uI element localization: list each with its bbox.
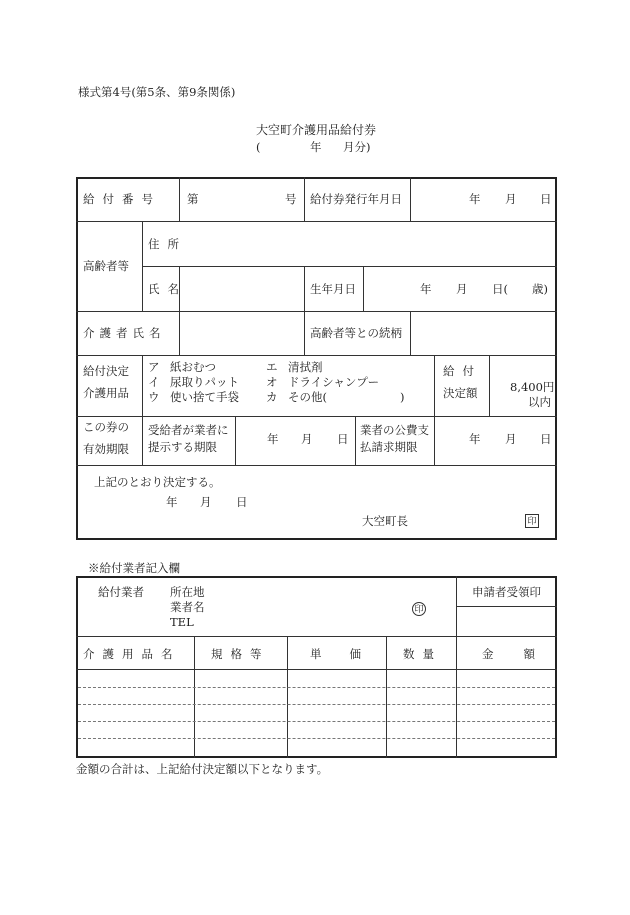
col-header-item: 介護用品名 bbox=[83, 647, 181, 661]
mayor-seal-stamp: 印 bbox=[525, 514, 539, 528]
label-valid-2: 有効期限 bbox=[83, 442, 129, 456]
vendor-seal-stamp: 印 bbox=[412, 602, 426, 616]
dotted-row-line bbox=[78, 704, 555, 705]
label-relation: 高齢者等との続柄 bbox=[310, 326, 402, 340]
col-line bbox=[179, 311, 180, 355]
decision-year: 年 bbox=[166, 495, 178, 509]
item-key-i: イ bbox=[148, 375, 160, 389]
item-key-e: エ bbox=[266, 360, 278, 374]
issue-year: 年 bbox=[469, 192, 481, 206]
item-key-o: オ bbox=[266, 375, 278, 389]
claim-month: 月 bbox=[505, 432, 517, 446]
label-tel: TEL bbox=[170, 615, 194, 629]
label-items-2: 介護用品 bbox=[83, 386, 129, 400]
label-present-1: 受給者が業者に bbox=[148, 423, 229, 437]
label-birthdate: 生年月日 bbox=[310, 282, 356, 296]
issue-day: 日 bbox=[540, 192, 552, 206]
col-line bbox=[235, 416, 236, 465]
item-key-a: ア bbox=[148, 360, 160, 374]
label-caregiver: 介護者氏名 bbox=[83, 326, 166, 340]
label-receipt-seal: 申請者受領印 bbox=[472, 585, 541, 599]
col-line bbox=[434, 355, 435, 416]
period-month: 月分) bbox=[343, 140, 371, 154]
age-label: 歳) bbox=[532, 282, 548, 296]
footer-note: 金額の合計は、上記給付決定額以下となります。 bbox=[76, 762, 329, 776]
benefit-amount-suffix: 以内 bbox=[528, 395, 551, 409]
row-line bbox=[142, 266, 557, 267]
birth-year: 年 bbox=[420, 282, 432, 296]
col-line bbox=[410, 311, 411, 355]
vendor-table bbox=[76, 576, 557, 758]
label-claim-2: 払請求期限 bbox=[360, 440, 418, 454]
label-valid-1: この券の bbox=[83, 420, 129, 434]
label-location: 所在地 bbox=[170, 585, 205, 599]
benefit-amount: 8,400円 bbox=[510, 380, 555, 394]
label-benefit-number: 給付番号 bbox=[83, 192, 161, 206]
decision-text: 上記のとおり決定する。 bbox=[94, 475, 221, 489]
col-line bbox=[410, 177, 411, 222]
col-header-spec: 規格等 bbox=[211, 647, 270, 661]
label-amount-1: 給付 bbox=[443, 364, 482, 378]
col-line bbox=[142, 416, 143, 465]
row-line bbox=[76, 221, 557, 222]
label-issue-date: 給付券発行年月日 bbox=[310, 192, 402, 206]
row-line bbox=[456, 606, 557, 607]
col-line bbox=[434, 416, 435, 465]
row-line bbox=[76, 465, 557, 466]
col-line bbox=[287, 636, 288, 758]
row-line bbox=[76, 669, 557, 670]
item-e: 清拭剤 bbox=[288, 360, 323, 374]
issue-month: 月 bbox=[505, 192, 517, 206]
claim-day: 日 bbox=[540, 432, 552, 446]
period-year: 年 bbox=[310, 140, 322, 154]
birth-day: 日( bbox=[492, 282, 508, 296]
present-month: 月 bbox=[301, 432, 313, 446]
row-line bbox=[76, 355, 557, 356]
col-line bbox=[304, 177, 305, 222]
label-amount-2: 決定額 bbox=[443, 386, 478, 400]
label-present-2: 提示する期限 bbox=[148, 440, 217, 454]
claim-year: 年 bbox=[469, 432, 481, 446]
col-header-amount: 金額 bbox=[482, 647, 565, 661]
label-vendor: 給付業者 bbox=[98, 585, 144, 599]
decision-day: 日 bbox=[236, 495, 248, 509]
present-day: 日 bbox=[337, 432, 349, 446]
col-line bbox=[142, 221, 143, 311]
col-line bbox=[456, 636, 457, 758]
col-line bbox=[179, 177, 180, 222]
label-address: 住所 bbox=[148, 237, 187, 251]
col-line bbox=[363, 266, 364, 311]
col-line bbox=[355, 416, 356, 465]
item-ka: その他( bbox=[288, 390, 327, 404]
form-number: 様式第4号(第5条、第9条関係) bbox=[78, 85, 236, 99]
vendor-section-title: ※給付業者記入欄 bbox=[88, 561, 180, 575]
col-line bbox=[304, 311, 305, 355]
label-company: 業者名 bbox=[170, 600, 205, 614]
period-open: ( bbox=[256, 140, 261, 154]
label-claim-1: 業者の公費支 bbox=[360, 423, 429, 437]
dotted-row-line bbox=[78, 687, 555, 688]
row-line bbox=[76, 416, 557, 417]
col-line bbox=[304, 266, 305, 311]
number-suffix: 号 bbox=[285, 192, 297, 206]
col-line bbox=[194, 636, 195, 758]
label-items-1: 給付決定 bbox=[83, 364, 129, 378]
item-a: 紙おむつ bbox=[170, 360, 216, 374]
birth-month: 月 bbox=[456, 282, 468, 296]
col-line bbox=[489, 355, 490, 416]
mayor-title: 大空町長 bbox=[362, 514, 408, 528]
col-line bbox=[142, 355, 143, 416]
label-elderly: 高齢者等 bbox=[83, 259, 129, 273]
item-i: 尿取りパット bbox=[170, 375, 239, 389]
page-title: 大空町介護用品給付券 bbox=[256, 123, 377, 137]
dotted-row-line bbox=[78, 738, 555, 739]
decision-month: 月 bbox=[200, 495, 212, 509]
item-u: 使い捨て手袋 bbox=[170, 390, 239, 404]
col-header-qty: 数量 bbox=[403, 647, 442, 661]
number-prefix: 第 bbox=[187, 192, 199, 206]
col-header-price: 単価 bbox=[310, 647, 389, 661]
item-o: ドライシャンプー bbox=[288, 375, 380, 389]
present-year: 年 bbox=[267, 432, 279, 446]
row-line bbox=[76, 311, 557, 312]
row-line bbox=[76, 636, 557, 637]
item-key-ka: カ bbox=[266, 390, 278, 404]
item-key-u: ウ bbox=[148, 390, 160, 404]
item-other-close: ) bbox=[400, 390, 405, 404]
dotted-row-line bbox=[78, 721, 555, 722]
label-name: 氏名 bbox=[148, 282, 187, 296]
